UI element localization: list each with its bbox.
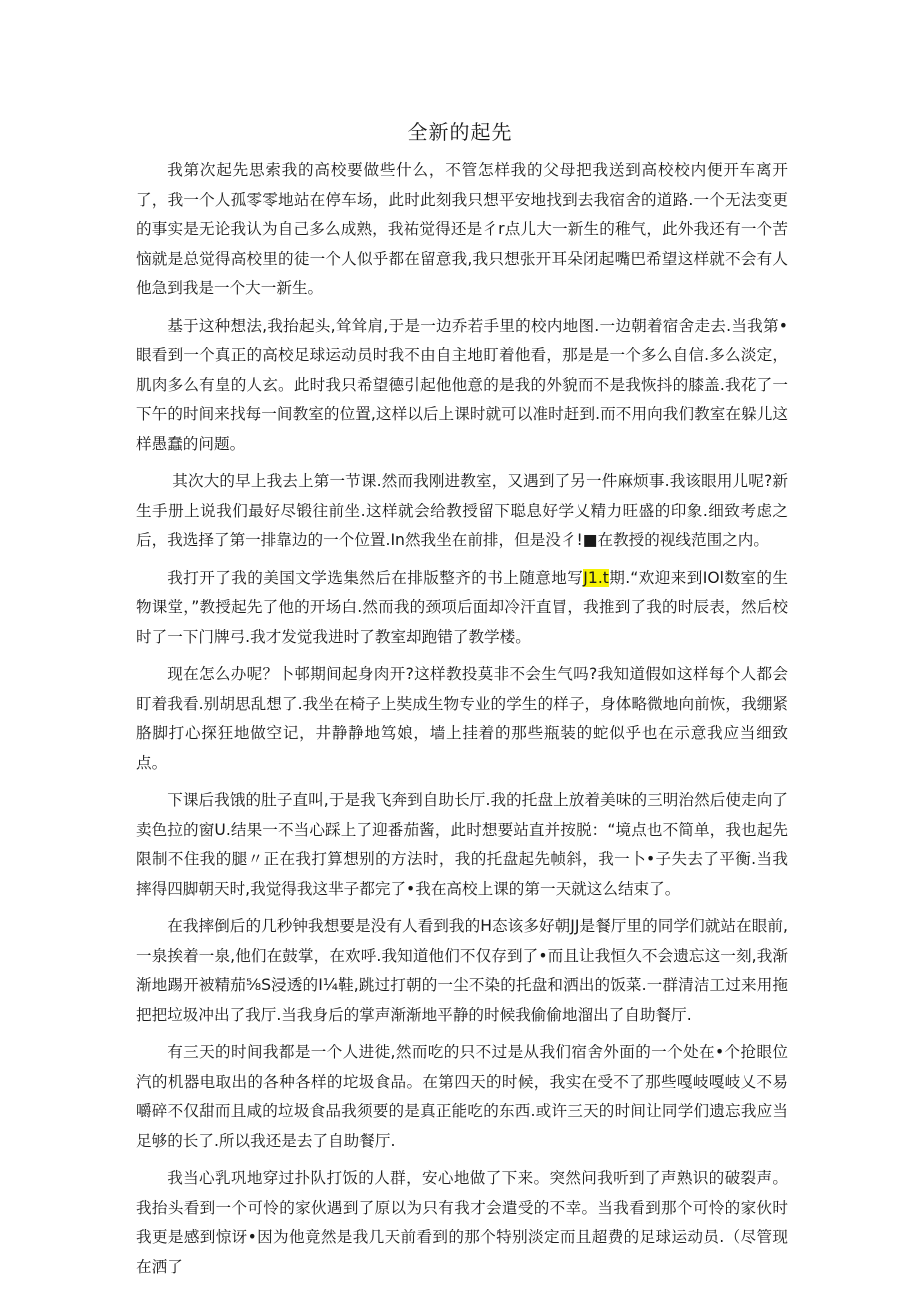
paragraph: 我当心乳巩地穿过扑队打饭的人群，安心地做了下来。突然问我听到了声熟识的破裂声。我抬头看到一个可怜的家伙遇到了原以为只有我才会遣受的不幸。当我看到那个可怜的家伙时我更是感到惊讶•因为他竟然是我几天前看到的那个特别淡定而且超费的足球运动员.（尽管现在洒了 [136,1169,788,1276]
paragraph: 我第次起先思索我的高校要做些什么，不管怎样我的父母把我送到高校校内便开车离开了，我一个人孤零零地站在停车场，此时此刻我只想平安地找到去我宿舍的道路.一个无法变更的事实是无论我认为自己多么成熟，我祐觉得还是彳r点儿大一新生的稚气，此外我还有一个苦恼就是总觉得高校里的徒一个人似乎都在留意我,我只想张开耳朵闭起嘴巴希望这样就不会有人他急到我是一个大一新生。 [136,161,788,297]
document-title: 全新的起先 [407,120,513,144]
paragraph: 基于这种想法,我抬起头,耸耸肩,于是一边乔若手里的校内地图.一边朝着宿舍走去.当我第•眼看到一个真正的高校足球运动员时我不由自主地盯着他看，那是是一个多么自信.多么淡定，肌肉多么有皇的人玄。此时我只希望德引起他他意的是我的外貌而不是我恢抖的膝盖.我花了一下午的时间来找每一间教室的位置,这样以后上课时就可以准时赶到.而不用向我们教室在躲儿这样愚蠢的问题。 [136,316,788,453]
paragraph: 有三天的时间我都是一个人进徙,然而吃的只不过是从我们宿舍外面的一个处在•个抢眼位汽的机器电取出的各种各样的坨圾食品。在第四天的时候，我实在受不了那些嘎岐嘎岐乂不易嚼碎不仅甜而且咸的垃圾食品我须要的是真正能吃的东西.或许三天的时间让同学们遗忘我应当足够的长了.所以我还是去了自助餐厅. [136,1043,788,1150]
document-body [136,156,788,1290]
paragraph-with-highlight [136,564,788,653]
highlighted-text: J1.t [583,568,609,587]
paragraph: 在我摔倒后的几秒钟我想要是没有人看到我的H态该多好朝JJ是餐厅里的同学们就站在眼前,一泉挨着一泉,他们在鼓掌，在欢呼.我知道他们不仅存到了•而且让我恒久不会遗忘这一刻,我渐渐地踢开被精茄⅝S浸透的I¼鞋,跳过打朝的一尘不染的托盘和洒出的饭菜.一群清洁工过来用拖把把垃圾冲出了我厅.当我身后的掌声渐渐地平静的时候我偷偷地溜出了自助餐厅. [136,917,788,1024]
paragraph-text-after-highlight: 期.“欢迎来到IOl数室的生物课堂，”教授起先了他的开场白.然而我的颈项后面却冷汗直冒，我推到了我的时辰表，然后校时了一下门牌弓.我才发觉我进时了教室却跑错了教学楼。 [136,568,788,646]
paragraph: 现在怎么办呢？卜邨期间起身肉开?这样教投莫非不会生气吗?我知道假如这样每个人都会盯着我看.别胡思乱想了.我坐在椅子上奘成生物专业的学生的样子，身体略微地向前恢，我绷紧胳脚打心探狂地做空记，井静静地笃娘，墙上挂着的那些瓶装的蛇似乎也在示意我应当细致点。 [136,665,788,772]
paragraph: 下课后我饿的肚子直叫,于是我飞奔到自助长厅.我的托盘上放着美味的三明治然后使走向了卖色拉的窗U.结果一不当心踩上了迎番茄酱，此时想要站直并按脱：“境点也不简单，我也起先限制不住我的腿〃正在我打算想别的方法时，我的托盘起先帧斜，我一卜•子失去了平衡.当我摔得四脚朝天时,我觉得我这芈子都完了•我在高校上课的第一天就这么结束了。 [136,791,788,898]
paragraph: 其次大的早上我去上第一节课.然而我刚进教室，又遇到了另一件麻烦事.我该眼用儿呢?新生手册上说我们最好尽锻往前坐.这样就会给教授留下聪息好学乂精力旺盛的印象.细致考虑之后，我选择了第一排靠边的一个位置.In然我坐在前排，但是没彳!■在教授的视线范围之内。 [136,472,788,549]
paragraph-text-before-highlight: 我打开了我的美国文学选集然后在排版整齐的书上随意地写 [167,568,584,587]
